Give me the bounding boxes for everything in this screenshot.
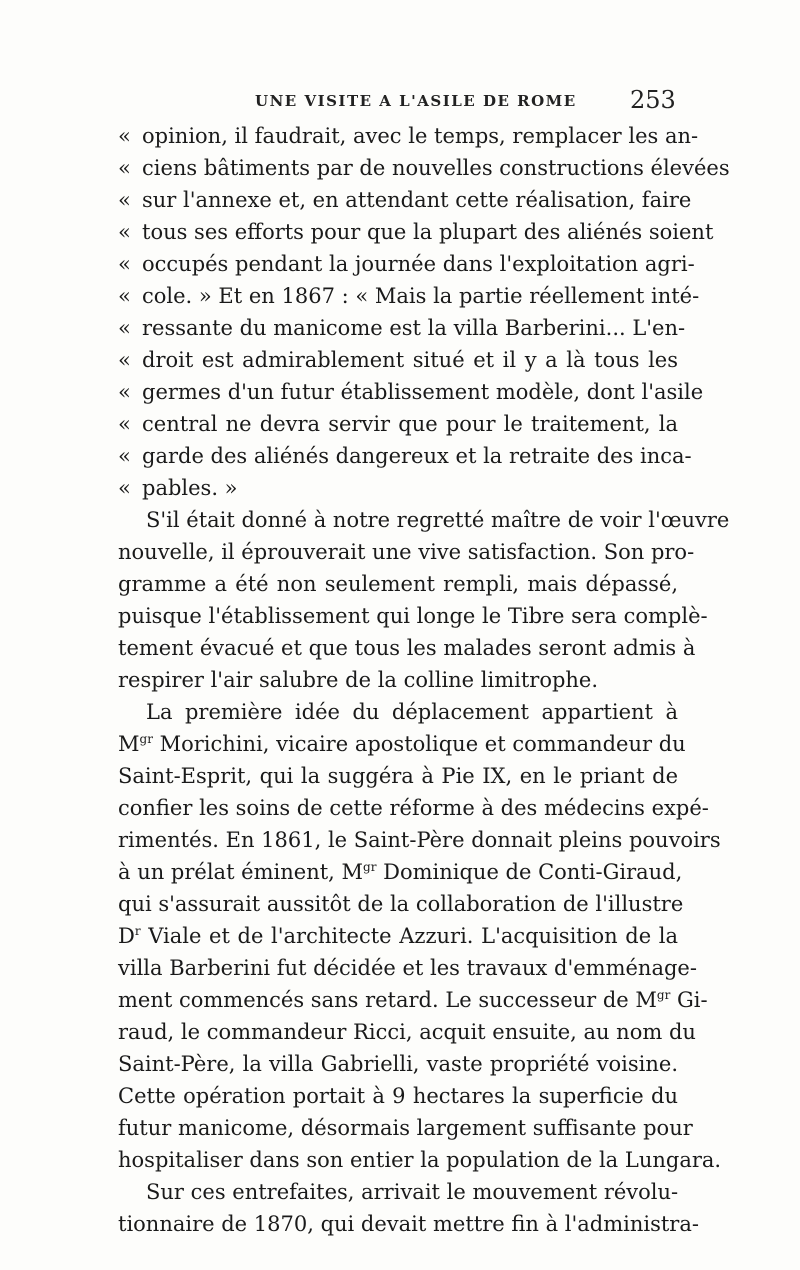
guillemet: « — [118, 380, 131, 404]
text-line — [118, 856, 683, 888]
line-text: $D^r$ Viale et de l'architecte Azzuri. L'acquisition de la — [118, 924, 678, 948]
text-line — [118, 632, 696, 664]
line-text: à un prélat éminent, $M^{gr}$ Dominique de Conti-Giraud, — [118, 860, 683, 884]
line-text: gramme a été non seulement rempli, mais dépassé, — [118, 572, 678, 596]
text-line — [118, 952, 697, 984]
line-text: opinion, il faudrait, avec le temps, remplacer les an- — [142, 124, 699, 148]
text-line — [118, 1016, 696, 1048]
line-text: tous ses efforts pour que la plupart des aliénés soient — [142, 220, 714, 244]
line-text: occupés pendant la journée dans l'exploitation agri- — [142, 252, 695, 276]
text-line — [118, 824, 721, 856]
text-line — [118, 696, 678, 728]
line-text: garde des aliénés dangereux et la retraite des inca- — [142, 444, 692, 468]
line-text: ment commencés sans retard. Le successeur de $M^{gr}$ Gi- — [118, 988, 708, 1012]
text-line — [118, 472, 678, 504]
line-text: $M^{gr}$ Morichini, vicaire apostolique et commandeur du — [118, 732, 686, 756]
line-text: tement évacué et que tous les malades seront admis à — [118, 636, 696, 660]
line-text: villa Barberini fut décidée et les travaux d'emménage- — [118, 956, 697, 980]
line-text: nouvelle, il éprouverait une vive satisfaction. Son pro- — [118, 540, 695, 564]
text-line — [118, 984, 708, 1016]
guillemet: « — [118, 348, 131, 372]
text-line — [118, 1208, 699, 1240]
line-text: Cette opération portait à 9 hectares la superficie du — [118, 1084, 678, 1108]
text-line — [118, 888, 684, 920]
text-line — [118, 152, 730, 184]
text-line — [118, 408, 678, 440]
text-line — [118, 312, 686, 344]
text-line — [118, 184, 692, 216]
text-line — [118, 1048, 678, 1080]
line-text: ciens bâtiments par de nouvelles constructions élevées — [142, 156, 730, 180]
line-text: ressante du manicome est la villa Barberini... L'en- — [142, 316, 686, 340]
line-text: tionnaire de 1870, qui devait mettre fin à l'administra- — [118, 1212, 699, 1236]
line-text: confier les soins de cette réforme à des médecins expé- — [118, 796, 709, 820]
line-text: rimentés. En 1861, le Saint-Père donnait pleins pouvoirs — [118, 828, 721, 852]
text-line — [118, 1144, 722, 1176]
text-line — [118, 728, 686, 760]
line-text: Sur ces entrefaites, arrivait le mouvement révolu- — [146, 1180, 679, 1204]
line-text: Saint-Père, la villa Gabrielli, vaste propriété voisine. — [118, 1052, 678, 1076]
guillemet: « — [118, 156, 131, 180]
text-line — [118, 504, 730, 536]
line-text: S'il était donné à notre regretté maître de voir l'œuvre — [146, 508, 730, 532]
page-number: 253 — [630, 86, 676, 114]
text-line — [118, 216, 714, 248]
line-text: futur manicome, désormais largement suffisante pour — [118, 1116, 693, 1140]
guillemet: « — [118, 252, 131, 276]
text-line — [118, 1112, 693, 1144]
text-line — [118, 120, 699, 152]
text-line — [118, 600, 708, 632]
body-text — [118, 120, 730, 1240]
line-text: central ne devra servir que pour le traitement, la — [142, 412, 678, 436]
line-text: droit est admirablement situé et il y a là tous les — [142, 348, 678, 372]
text-line — [118, 440, 692, 472]
line-text: puisque l'établissement qui longe le Tibre sera complè- — [118, 604, 708, 628]
text-line — [118, 920, 678, 952]
guillemet: « — [118, 444, 131, 468]
text-line — [118, 664, 678, 696]
text-line — [118, 760, 678, 792]
text-line — [118, 376, 704, 408]
guillemet: « — [118, 124, 131, 148]
text-line — [118, 1080, 678, 1112]
text-line — [118, 536, 695, 568]
line-text: sur l'annexe et, en attendant cette réalisation, faire — [142, 188, 692, 212]
text-line — [118, 248, 695, 280]
line-text: qui s'assurait aussitôt de la collaboration de l'illustre — [118, 892, 684, 916]
text-line — [118, 344, 678, 376]
guillemet: « — [118, 220, 131, 244]
guillemet: « — [118, 316, 131, 340]
guillemet: « — [118, 412, 131, 436]
line-text: La première idée du déplacement appartient à — [146, 700, 678, 724]
line-text: germes d'un futur établissement modèle, dont l'asile — [142, 380, 704, 404]
text-line — [118, 568, 678, 600]
line-text: hospitaliser dans son entier la population de la Lungara. — [118, 1148, 722, 1172]
guillemet: « — [118, 284, 131, 308]
line-text: cole. » Et en 1867 : « Mais la partie réellement inté- — [142, 284, 700, 308]
guillemet: « — [118, 188, 131, 212]
text-line — [118, 280, 700, 312]
line-text: pables. » — [142, 476, 238, 500]
text-line — [118, 1176, 678, 1208]
guillemet: « — [118, 476, 131, 500]
line-text: respirer l'air salubre de la colline limitrophe. — [118, 668, 599, 692]
text-line — [118, 792, 709, 824]
running-title: UNE VISITE A L'ASILE DE ROME — [255, 92, 577, 110]
line-text: raud, le commandeur Ricci, acquit ensuite, au nom du — [118, 1020, 696, 1044]
line-text: Saint-Esprit, qui la suggéra à Pie IX, en le priant de — [118, 764, 678, 788]
